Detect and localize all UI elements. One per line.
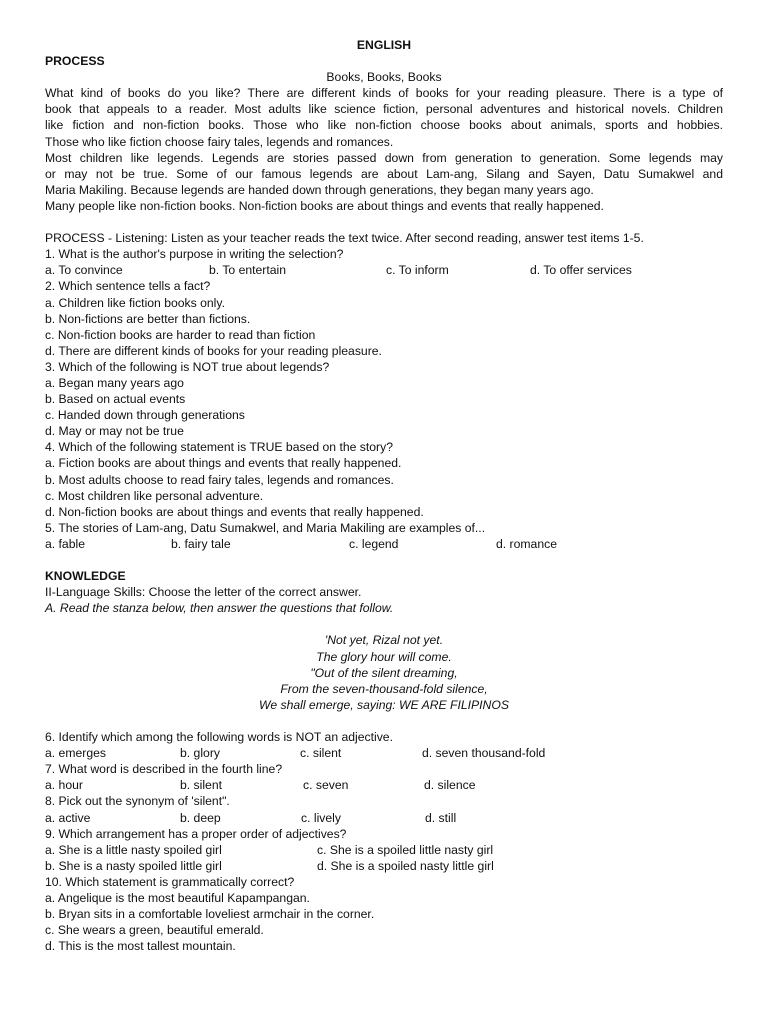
choice-a: a. She is a little nasty spoiled girl (45, 842, 222, 857)
passage-line: Maria Makiling. Because legends are handed down through generations, they began many years ago. (45, 182, 594, 197)
poem-stanza (45, 632, 723, 712)
stanza-line: The glory hour will come. (316, 649, 452, 664)
choice-a: a. Children like fiction books only. (45, 295, 225, 310)
choice-a: a. hour (45, 778, 83, 793)
language-skills-instruction: II-Language Skills: Choose the letter of the correct answer. (45, 585, 362, 600)
question-8: 8. Pick out the synonym of 'silent". (45, 794, 230, 809)
choice-d: d. silence (424, 778, 476, 793)
choice-d: d. May or may not be true (45, 424, 184, 439)
passage-paragraph-3: Many people like non-fiction books. Non-fiction books are about things and events that really happened. (45, 198, 604, 213)
section-heading-knowledge: KNOWLEDGE (45, 569, 126, 584)
question-1: 1. What is the author's purpose in writing the selection? (45, 247, 344, 262)
choice-b: b. Most adults choose to read fairy tales, legends and romances. (45, 472, 394, 487)
passage-line: or may not be true. Some of our famous legends are about Lam-ang, Silang and Sayen, Datu Sumakwel and (45, 166, 723, 181)
passage-line: What kind of books do you like? There are different kinds of books for your reading pleasure. There is a type of (45, 86, 723, 101)
choice-d: d. still (425, 810, 457, 825)
choice-a: a. active (45, 810, 91, 825)
question-8-choices (45, 810, 723, 826)
question-6: 6. Identify which among the following words is NOT an adjective. (45, 730, 393, 745)
passage-title: Books, Books, Books (326, 70, 442, 85)
stanza-line: 'Not yet, Rizal not yet. (324, 633, 444, 648)
choice-c: c. Most children like personal adventure. (45, 488, 264, 503)
question-9-choices-row-1 (45, 842, 723, 858)
question-5: 5. The stories of Lam-ang, Datu Sumakwel, and Maria Makiling are examples of... (45, 520, 486, 535)
choice-a: a. To convince (45, 263, 123, 278)
choice-b: b. Non-fictions are better than fictions. (45, 311, 251, 326)
question-1-choices (45, 262, 723, 278)
choice-a: a. emerges (45, 746, 106, 761)
section-heading-process: PROCESS (45, 54, 105, 69)
passage-line: Those who like fiction choose fairy tales, legends and romances. (45, 134, 394, 149)
passage-paragraph-1 (45, 85, 723, 149)
choice-b: b. silent (180, 778, 223, 793)
choice-c: c. Handed down through generations (45, 408, 245, 423)
choice-b: b. Bryan sits in a comfortable loveliest armchair in the corner. (45, 907, 375, 922)
question-7: 7. What word is described in the fourth line? (45, 762, 283, 777)
choice-a: a. Began many years ago (45, 375, 184, 390)
choice-d: d. There are different kinds of books for your reading pleasure. (45, 343, 382, 358)
choice-b: b. To entertain (209, 263, 287, 278)
choice-b: b. She is a nasty spoiled little girl (45, 858, 222, 873)
question-6-choices (45, 745, 723, 761)
choice-a: a. Fiction books are about things and events that really happened. (45, 456, 402, 471)
question-2: 2. Which sentence tells a fact? (45, 279, 211, 294)
passage-line: book that appeals to a reader. Most adults like science fiction, personal adventures and historical novels. Children (45, 102, 723, 117)
choice-b: b. glory (180, 746, 220, 761)
choice-c: c. To inform (386, 263, 449, 278)
passage-line: like fiction and non-fiction books. Those who like non-fiction choose books about animals, sports and hobbies. (45, 118, 723, 133)
choice-c: c. seven (303, 778, 349, 793)
choice-a: a. fable (45, 536, 85, 551)
choice-b: b. Based on actual events (45, 392, 186, 407)
choice-d: d. She is a spoiled nasty little girl (317, 858, 494, 873)
choice-d: d. To offer services (530, 263, 632, 278)
question-5-choices (45, 536, 723, 552)
question-9-choices-row-2 (45, 858, 723, 874)
stanza-instruction: A. Read the stanza below, then answer the questions that follow. (45, 601, 394, 616)
question-10: 10. Which statement is grammatically correct? (45, 874, 295, 889)
passage-line: Most children like legends. Legends are stories passed down from generation to generation. Some legends may (45, 150, 723, 165)
question-9: 9. Which arrangement has a proper order of adjectives? (45, 826, 347, 841)
listening-instruction: PROCESS - Listening: Listen as your teacher reads the text twice. After second reading, answer test items 1-5. (45, 231, 644, 246)
choice-c: c. She is a spoiled little nasty girl (317, 842, 494, 857)
passage-paragraph-2 (45, 150, 723, 198)
stanza-line: "Out of the silent dreaming, (310, 665, 458, 680)
choice-a: a. Angelique is the most beautiful Kapampangan. (45, 890, 310, 905)
choice-d: d. seven thousand-fold (422, 746, 546, 761)
choice-c: c. lively (301, 810, 341, 825)
stanza-line: We shall emerge, saying: WE ARE FILIPINOS (259, 697, 509, 712)
choice-d: d. romance (496, 536, 557, 551)
stanza-line: From the seven-thousand-fold silence, (280, 681, 488, 696)
question-3: 3. Which of the following is NOT true about legends? (45, 359, 330, 374)
choice-c: c. legend (349, 536, 399, 551)
choice-b: b. fairy tale (171, 536, 231, 551)
choice-b: b. deep (180, 810, 221, 825)
choice-d: d. Non-fiction books are about things and events that really happened. (45, 504, 424, 519)
choice-c: c. She wears a green, beautiful emerald. (45, 923, 264, 938)
subject-heading: ENGLISH (356, 38, 412, 52)
question-7-choices (45, 777, 723, 793)
document-body (45, 37, 723, 954)
choice-c: c. silent (300, 746, 342, 761)
question-4: 4. Which of the following statement is TRUE based on the story? (45, 440, 393, 455)
choice-d: d. This is the most tallest mountain. (45, 939, 236, 954)
choice-c: c. Non-fiction books are harder to read than fiction (45, 327, 316, 342)
